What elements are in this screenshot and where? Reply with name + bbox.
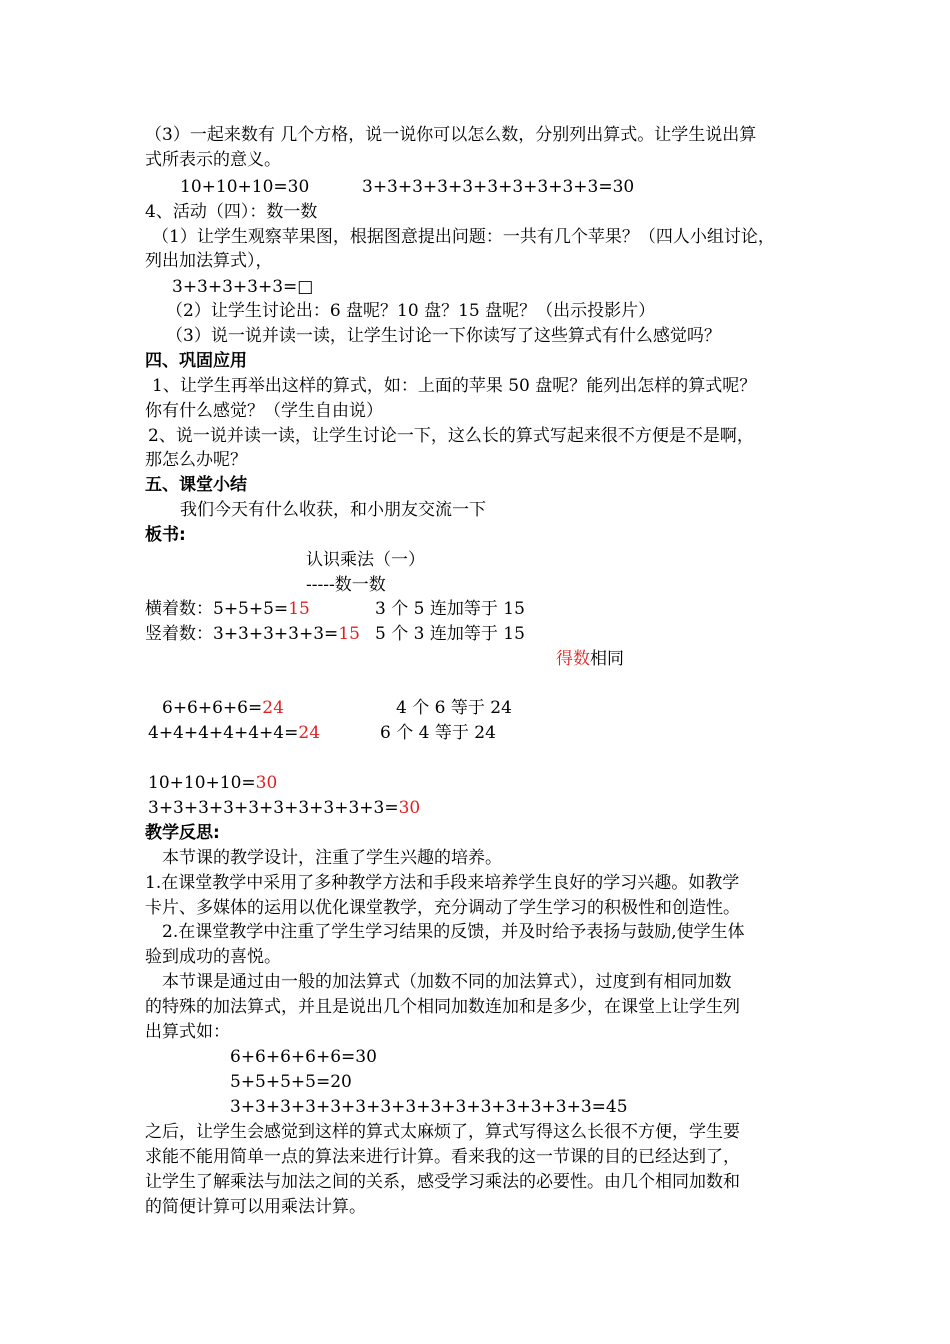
board-row1-result: 15: [288, 599, 310, 619]
board-row5-result: 30: [255, 773, 278, 793]
board-row6: [148, 797, 420, 819]
section5-heading: 五、课堂小结: [145, 475, 247, 495]
section4-item1-line2: 你有什么感觉？（学生自由说）: [145, 401, 383, 421]
section4-item2-line2: 那怎么办呢？: [145, 450, 247, 470]
item3-line1: （3）一起来数有 几个方格，说一说你可以怎么数，分别列出算式。让学生说出算: [145, 125, 757, 145]
board-note-black: 相同: [590, 649, 624, 669]
board-row1-label: 横着数：5+5+5=: [145, 599, 289, 619]
activity4-item3: （3）说一说并读一读，让学生讨论一下你读写了这些算式有什么感觉吗？: [166, 326, 721, 346]
board-row2-result: 15: [338, 624, 360, 644]
reflection-p4-line3: 出算式如：: [145, 1022, 230, 1042]
reflection-p2-line2: 卡片、多媒体的运用以优化课堂教学，充分调动了学生学习的积极性和创造性。: [145, 898, 740, 918]
section4-heading: 四、巩固应用: [145, 351, 247, 371]
board-row2: [145, 623, 360, 645]
reflection-p5-line4: 的简便计算可以用乘法计算。: [145, 1197, 366, 1217]
board-row5: [148, 772, 277, 794]
board-row1-desc: 3 个 5 连加等于 15: [375, 599, 525, 619]
reflection-p3-line1: 2.在课堂教学中注重了学生学习结果的反馈，并及时给予表扬与鼓励,使学生体: [162, 922, 745, 942]
reflection-heading: 教学反思:: [145, 823, 220, 843]
board-row3-result: 24: [262, 698, 284, 718]
board-note: [556, 648, 624, 670]
activity4-equation: 3+3+3+3+3=□: [172, 277, 314, 297]
reflection-p5-line2: 求能不能用简单一点的算法来进行计算。看来我的这一节课的目的已经达到了，: [145, 1147, 740, 1167]
activity4-item2: （2）让学生讨论出：6 盘呢？10 盘？15 盘呢？（出示投影片）: [166, 301, 656, 321]
section4-item1-line1: 1、让学生再举出这样的算式，如：上面的苹果 50 盘呢？能列出怎样的算式呢？: [152, 376, 757, 396]
reflection-p4-line1: 本节课是通过由一般的加法算式（加数不同的加法算式），过度到有相同加数: [162, 972, 732, 992]
board-row6-eq: 3+3+3+3+3+3+3+3+3+3=: [148, 798, 399, 818]
reflection-p5-line1: 之后，让学生会感觉到这样的算式太麻烦了，算式写得这么长很不方便，学生要: [145, 1122, 740, 1142]
reflection-p4-line2: 的特殊的加法算式，并且是说出几个相同加数连加和是多少，在课堂上让学生列: [145, 997, 740, 1017]
item3-line2: 式所表示的意义。: [145, 150, 281, 170]
section4-item2-line1: 2、说一说并读一读，让学生讨论一下，这么长的算式写起来很不方便是不是啊，: [148, 426, 754, 446]
board-subtitle: -----数一数: [306, 575, 386, 595]
board-row4: [148, 722, 320, 744]
board-row3-desc: 4 个 6 等于 24: [396, 698, 512, 718]
reflection-p5-line3: 让学生了解乘法与加法之间的关系，感受学习乘法的必要性。由几个相同加数和: [145, 1172, 740, 1192]
board-title: 认识乘法（一）: [306, 550, 425, 570]
board-row4-desc: 6 个 4 等于 24: [380, 723, 496, 743]
activity4-item1-line2: 列出加法算式），: [145, 251, 273, 271]
activity4-item1-line1: （1）让学生观察苹果图，根据图意提出问题：一共有几个苹果？（四人小组讨论，: [152, 227, 775, 247]
board-row2-label: 竖着数：3+3+3+3+3=: [145, 624, 339, 644]
section5-text: 我们今天有什么收获，和小朋友交流一下: [180, 500, 486, 520]
board-row6-result: 30: [398, 798, 421, 818]
activity4-title: 4、活动（四）：数一数: [145, 202, 318, 222]
board-row1: [145, 598, 310, 620]
board-row2-desc: 5 个 3 连加等于 15: [375, 624, 525, 644]
reflection-eq1: 6+6+6+6+6=30: [230, 1047, 377, 1067]
board-row4-result: 24: [298, 723, 321, 743]
reflection-eq2: 5+5+5+5=20: [230, 1072, 352, 1092]
reflection-p3-line2: 验到成功的喜悦。: [145, 947, 281, 967]
board-heading: 板书:: [145, 525, 186, 545]
reflection-p1: 本节课的教学设计，注重了学生兴趣的培养。: [162, 848, 502, 868]
equation-b: 3+3+3+3+3+3+3+3+3+3=30: [362, 177, 635, 197]
reflection-eq3: 3+3+3+3+3+3+3+3+3+3+3+3+3+3+3=45: [230, 1097, 628, 1117]
board-note-red: 得数: [556, 649, 590, 669]
board-row5-eq: 10+10+10=: [148, 773, 256, 793]
board-row4-eq: 4+4+4+4+4+4=: [148, 723, 299, 743]
reflection-p2-line1: 1.在课堂教学中采用了多种教学方法和手段来培养学生良好的学习兴趣。如教学: [145, 873, 740, 893]
board-row3: [162, 697, 284, 719]
board-row3-eq: 6+6+6+6=: [162, 698, 263, 718]
equation-a: 10+10+10=30: [180, 177, 310, 197]
